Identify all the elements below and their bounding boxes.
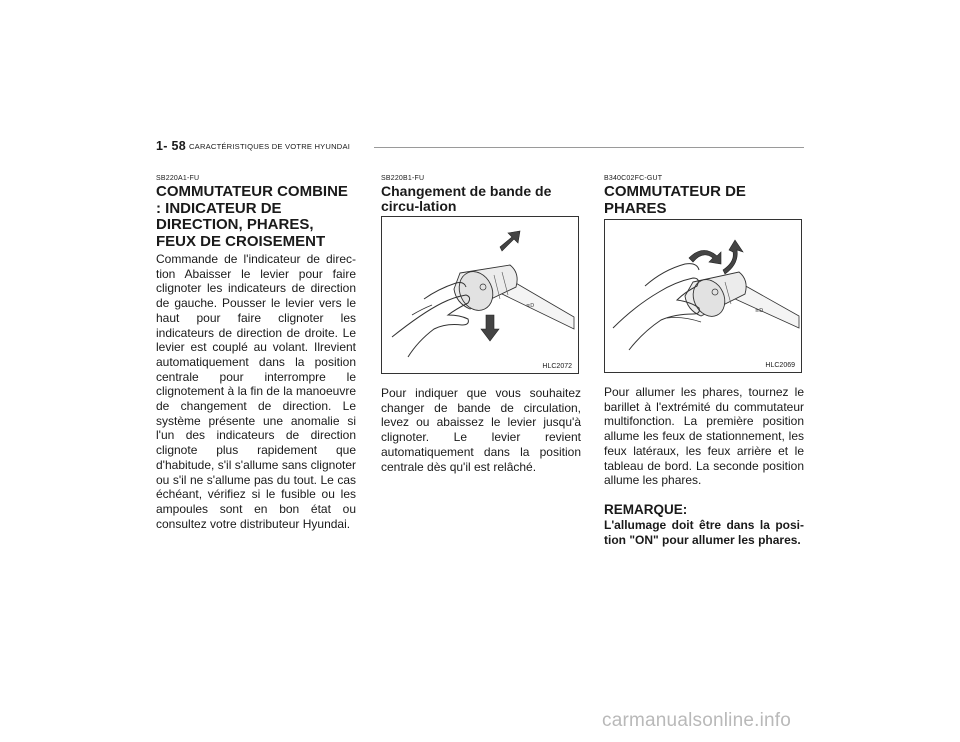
section-code: SB220A1-FU (156, 175, 200, 182)
section-title: CARACTÉRISTIQUES DE VOTRE HYUNDAI (189, 142, 351, 151)
section-heading: COMMUTATEUR COMBINE : INDICATEUR DE DIRECTION, PHARES, FEUX DE CROISEMENT (156, 183, 348, 250)
section-body: Commande de l'indicateur de direc-tion Abaisser le levier pour faire clignoter les indicateurs de direction de gauche. Pousser le levier vers le haut pour faire clignoter les indicateurs de direction de droite. Le levier est couplé au volant. Ilrevient automatiquement dans la position centrale pour interrompre le clignotement à la fin de la manoeuvre de changement de direction. Le système présente une anomalie si l'un des indicateurs de direction clignote plus rapidement que d'habitude, s'il s'allume sans clignoter ou s'il ne s'allume pas du tout. Le cas échéant, vérifiez si le fusible ou les ampoules sont en bon état ou consultez votre distributeur Hyundai. (156, 252, 356, 531)
figure-code: HLC2069 (765, 362, 795, 369)
section-heading: COMMUTATEUR DE PHARES (604, 183, 746, 217)
section-body: Pour allumer les phares, tournez le barillet à l'extrémité du commutateur multifonction. La première position allume les feux de stationnement, les feux latéraux, les feux arrière et le tableau de bord. La seconde position allume les phares. (604, 385, 804, 488)
figure-code: HLC2072 (542, 363, 572, 370)
section-heading: Changement de bande de circu-lation (381, 183, 552, 214)
section-body: Pour indiquer que vous souhaitez changer de bande de circulation, levez ou abaissez le levier jusqu'à clignoter. Le levier revient automatiquement dans la position centrale dès qu'il est relâché. (381, 386, 581, 474)
svg-text:≡D: ≡D (526, 303, 535, 309)
headlight-switch-illustration (604, 219, 802, 373)
remark-text: L'allumage doit être dans la posi-tion "ON" pour allumer les phares. (604, 517, 804, 547)
column-lane-change (381, 175, 581, 474)
switch-hand-drawing (605, 220, 801, 372)
page-number: 1- 58 (156, 139, 186, 153)
lane-change-illustration (381, 216, 579, 374)
remark-title: REMARQUE: (604, 501, 688, 517)
watermark: carmanualsonline.info (602, 710, 792, 731)
section-code: SB220B1-FU (381, 175, 425, 182)
column-headlight-switch (604, 175, 804, 547)
section-code: B340C02FC-GUT (604, 175, 663, 182)
page-header (156, 139, 804, 159)
header-rule (374, 147, 804, 148)
svg-text:≡D: ≡D (755, 308, 764, 314)
column-turn-signal (156, 175, 356, 531)
lever-hand-drawing (382, 217, 578, 373)
